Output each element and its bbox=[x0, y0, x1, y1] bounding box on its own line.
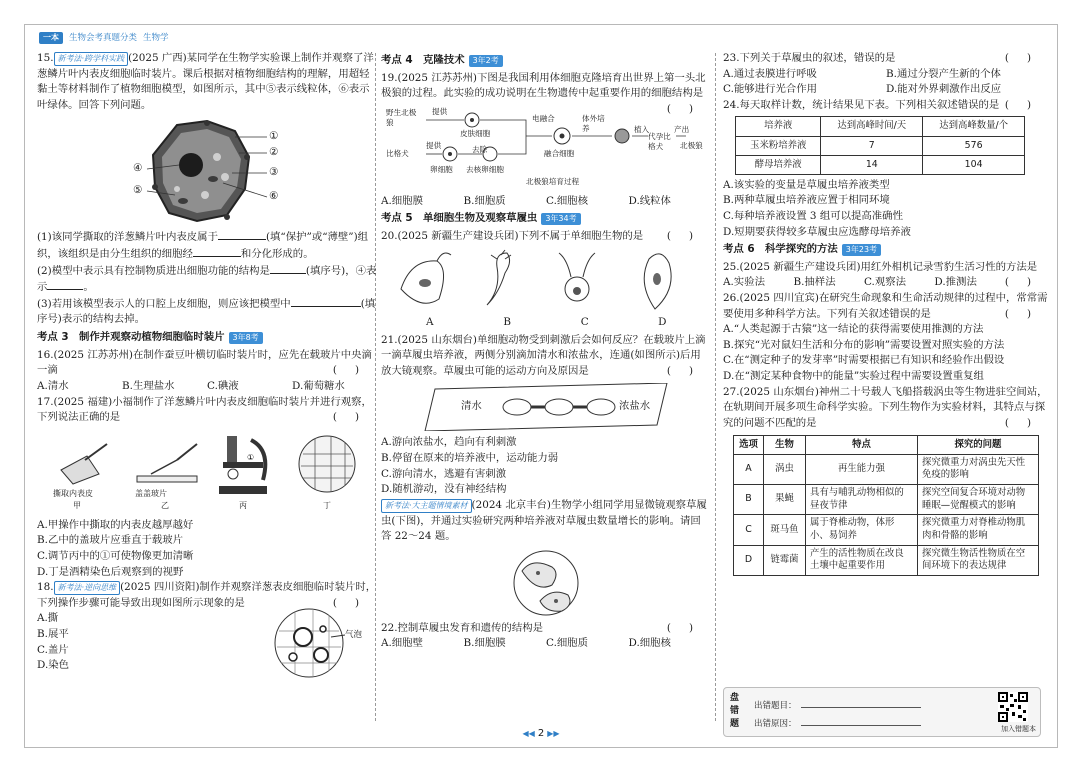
label-2: ② bbox=[269, 146, 279, 159]
question-21-options bbox=[381, 435, 711, 497]
step-label-a: 撕取内表皮 bbox=[53, 488, 93, 498]
answer-bracket[interactable]: () bbox=[1004, 276, 1049, 289]
question-16-options bbox=[37, 379, 377, 395]
header-series: 生物会考真题分类 bbox=[69, 32, 138, 43]
answer-bracket[interactable]: () bbox=[332, 364, 377, 377]
page bbox=[24, 24, 1058, 748]
answer-bracket[interactable]: () bbox=[332, 596, 377, 609]
step-yi: 乙 bbox=[161, 500, 169, 510]
table-header: 特点 bbox=[806, 435, 918, 454]
table-row: A 涡虫 再生能力强 探究微重力对涡虫先天性免疫的影响 bbox=[734, 454, 1039, 484]
answer-bracket[interactable]: () bbox=[666, 364, 711, 377]
option-c[interactable]: C.游向清水，逃避有害刺激 bbox=[381, 467, 507, 480]
option-a[interactable]: A.游向浓盐水，趋向有利刺激 bbox=[381, 436, 517, 449]
question-17: 17.(2025 福建)小福制作了洋葱鳞片叶内表皮细胞临时装片并进行观察，下列说法正确的是 () bbox=[37, 395, 377, 426]
option-c[interactable]: C.盖片 bbox=[37, 643, 69, 656]
table-row: 酵母培养液 14 104 bbox=[736, 155, 1025, 174]
table-header-row bbox=[736, 117, 1025, 136]
option-d[interactable]: D.线粒体 bbox=[628, 194, 671, 207]
question-22: 22.控制草履虫发育和遗传的结构是 () bbox=[381, 621, 711, 637]
label-water: 清水 bbox=[461, 400, 482, 413]
figure-caption: 北极狼培育过程 bbox=[526, 176, 580, 186]
answer-bracket[interactable]: () bbox=[1004, 307, 1049, 320]
answer-bracket[interactable]: () bbox=[666, 230, 711, 243]
answer-blank[interactable] bbox=[270, 263, 306, 274]
option-c[interactable]: C.在“测定种子的发芽率”时需要根据已有知识和经验作出假设 bbox=[723, 354, 1005, 367]
question-22-options bbox=[381, 636, 711, 652]
paramecium-microscope-figure bbox=[506, 549, 586, 617]
review-line-2[interactable]: 出错原因： bbox=[754, 716, 921, 731]
column-divider bbox=[715, 53, 716, 721]
option-d[interactable]: D.染色 bbox=[37, 659, 70, 672]
option-a[interactable]: A bbox=[425, 315, 434, 328]
question-21: 21.(2025 山东烟台)单细胞动物受到刺激后会如何反应？在载玻片上滴一滴草履虫培养液，两侧分别滴加清水和浓盐水，连通(如图所示)后用放大镜观察。草履虫可能的运动方向及原因是 () bbox=[381, 333, 711, 380]
answer-bracket[interactable]: () bbox=[1004, 98, 1049, 111]
question-15: 15. 新考法·跨学科实践 (2025 广西)某同学在生物学实验课上制作并观察了洋葱鳞片叶内表皮细胞临时装片。课后根据对植物细胞结构的理解，用超轻黏土等材料制作了植物细胞模型，如图所示，其中⑤表示线粒体，⑥表示叶绿体。回答下列问题。 bbox=[37, 52, 374, 111]
section-6-title: 考点 6 科学探究的方法 3年23考 bbox=[723, 242, 1049, 258]
question-15-part-3: (3)若用该模型表示人的口腔上皮细胞，则应该把模型中 (填序号)表示的结构去掉。 bbox=[37, 297, 376, 326]
table-row: 玉米粉培养液 7 576 bbox=[736, 136, 1025, 155]
answer-blank[interactable] bbox=[193, 246, 241, 257]
option-a[interactable]: A.细胞壁 bbox=[381, 637, 423, 650]
section-5-title: 考点 5 单细胞生物及观察草履虫 3年34考 bbox=[381, 211, 711, 227]
label-4: ④ bbox=[133, 162, 143, 175]
header-subject: 生物学 bbox=[143, 32, 169, 43]
paramecium-stimulus-figure bbox=[421, 383, 671, 431]
svg-text:①: ① bbox=[247, 452, 255, 462]
option-b[interactable]: B.两种草履虫培养液应置于相同环境 bbox=[723, 194, 890, 207]
table-header: 选项 bbox=[734, 435, 764, 454]
column-left bbox=[37, 51, 377, 681]
option-a[interactable]: A.甲操作中撕取的内表皮越厚越好 bbox=[37, 518, 194, 531]
option-b[interactable]: B.停留在原来的培养液中，运动能力弱 bbox=[381, 452, 559, 465]
answer-blank[interactable] bbox=[47, 279, 83, 290]
option-d[interactable]: D.细胞核 bbox=[628, 637, 671, 650]
option-a[interactable]: A.细胞膜 bbox=[381, 194, 423, 207]
table-header: 达到高峰数量/个 bbox=[923, 117, 1025, 136]
organisms-image bbox=[391, 249, 701, 315]
option-b[interactable]: B.探究“光对鼠妇生活和分布的影响”需要设置对照实验的方法 bbox=[723, 338, 1005, 351]
table-header: 生物 bbox=[764, 435, 806, 454]
option-d[interactable]: D.在“测定某种食物中的能量”实验过程中需要设置重复组 bbox=[723, 370, 984, 383]
option-d[interactable]: D.能对外界刺激作出反应 bbox=[886, 83, 1002, 96]
question-24-options bbox=[723, 178, 1049, 240]
table-header-row bbox=[734, 435, 1039, 454]
question-19-options bbox=[381, 194, 711, 210]
option-c[interactable]: C.能够进行光合作用 bbox=[723, 83, 818, 96]
column-right bbox=[723, 51, 1049, 745]
option-a[interactable]: A.清水 bbox=[37, 379, 69, 392]
section-badge: 3年8考 bbox=[229, 332, 263, 344]
question-25: 25.(2025 新疆生产建设兵团)用红外相机记录雪豹生活习性的方法是 () bbox=[723, 260, 1049, 276]
section-4-title: 考点 4 克隆技术 3年2考 bbox=[381, 53, 711, 69]
question-20: 20.(2025 新疆生产建设兵团)下列不属于单细胞生物的是 () bbox=[381, 229, 711, 245]
single-cell-organisms-figure bbox=[391, 249, 701, 329]
option-c[interactable]: C.细胞核 bbox=[546, 194, 589, 207]
option-b[interactable]: B.细胞膜 bbox=[463, 637, 506, 650]
answer-bracket[interactable]: () bbox=[666, 102, 711, 115]
review-label: 盘错题 bbox=[730, 693, 740, 729]
option-d[interactable]: D.葡萄糖水 bbox=[292, 379, 345, 392]
qr-code-icon[interactable] bbox=[998, 692, 1028, 722]
question-24: 24.每天取样计数，统计结果见下表。下列相关叙述错误的是 () bbox=[723, 98, 1049, 114]
step-label-b: 盖盖玻片 bbox=[135, 488, 167, 498]
bubble-view-image bbox=[273, 607, 345, 679]
option-c[interactable]: C.碘液 bbox=[207, 379, 239, 392]
culture-results-table bbox=[735, 116, 1025, 174]
option-d[interactable]: D.短期要获得较多草履虫应选酵母培养液 bbox=[723, 225, 911, 238]
question-tag: 新考法·跨学科实践 bbox=[54, 52, 129, 66]
question-tag: 新考法·逆向思维 bbox=[54, 581, 121, 595]
answer-bracket[interactable]: () bbox=[1004, 416, 1049, 429]
table-row: C 斑马鱼 属于脊椎动物，体形小、易饲养 探究微重力对脊椎动物肌肉和骨骼的影响 bbox=[734, 515, 1039, 545]
question-26: 26.(2025 四川宜宾)在研究生命现象和生命活动规律的过程中，常常需要使用多种科学方法。下列有关叙述错误的是 () bbox=[723, 291, 1049, 322]
answer-bracket[interactable]: () bbox=[332, 411, 377, 424]
option-a[interactable]: A.该实验的变量是草履虫培养液类型 bbox=[723, 178, 890, 191]
table-header: 达到高峰时间/天 bbox=[821, 117, 923, 136]
label-1: ① bbox=[269, 130, 279, 143]
label-6: ⑥ bbox=[269, 190, 279, 203]
question-19: 19.(2025 江苏苏州)下图是我国利用体细胞克隆培育出世界上第一头北极狼的过程。此实验的成功说明在生物遗传中起重要作用的细胞结构是 () bbox=[381, 71, 711, 102]
section-badge: 3年23考 bbox=[842, 244, 881, 256]
option-c[interactable]: C.每种培养液设置 3 组可以提高准确性 bbox=[723, 209, 903, 222]
option-a[interactable]: A.通过表膜进行呼吸 bbox=[723, 67, 817, 80]
option-c[interactable]: C.观察法 bbox=[863, 276, 906, 289]
cloning-process-figure: 野生北极狼 提供 皮肤细胞 电融合 融合细胞 体外培养 植入 代孕比格犬 产出 北极狼 比格犬 提供 卵细胞 去除 去核卵细胞 北极狼培育过程 bbox=[386, 106, 706, 190]
question-26-options bbox=[723, 322, 1049, 384]
option-a[interactable]: A.撕 bbox=[37, 612, 59, 625]
option-c[interactable]: C bbox=[580, 315, 589, 328]
question-15-part-2: (2)模型中表示具有控制物质进出细胞功能的结构是 (填序号)，④表示 。 bbox=[37, 264, 377, 294]
option-d[interactable]: D.丁是酒精染色后观察到的视野 bbox=[37, 565, 184, 578]
page-number: ◀◀ 2 ▶▶ bbox=[522, 728, 560, 739]
option-b[interactable]: B.通过分裂产生新的个体 bbox=[886, 67, 1001, 80]
table-header: 探究的问题 bbox=[918, 435, 1039, 454]
question-27: 27.(2025 山东烟台)神州二十号载人飞船搭载涡虫等生物进驻空间站，在轨期间开展多项生命科学实验。下列生物作为实验材料，其特点与探究的问题不匹配的是 () bbox=[723, 385, 1049, 432]
organism-labels bbox=[391, 315, 701, 331]
option-b[interactable]: B.乙中的盖玻片应垂直于载玻片 bbox=[37, 534, 184, 547]
label-wild-wolf: 野生北极狼 bbox=[386, 107, 417, 127]
question-25-options bbox=[723, 275, 1005, 291]
label-salt: 浓盐水 bbox=[619, 400, 651, 413]
option-a[interactable]: A.“人类起源于古猿”这一结论的获得需要使用推测的方法 bbox=[723, 323, 984, 336]
table-row: D 链霉菌 产生的活性物质在改良土壤中起重要作用 探究微生物活性物质在空间环境下的表达规律 bbox=[734, 545, 1039, 575]
option-b[interactable]: B.展平 bbox=[37, 628, 69, 641]
step-bing: 丙 bbox=[239, 500, 247, 510]
page-header bbox=[39, 31, 169, 45]
experiment-materials-table bbox=[733, 435, 1039, 577]
step-jia: 甲 bbox=[73, 500, 81, 510]
option-d[interactable]: D.推测法 bbox=[934, 276, 977, 289]
question-group-intro: 新考法·大主题情境素材 (2024 北京丰台)生物学小组同学用显微镜观察草履虫(下图)，并通过实验研究两种培养液对草履虫数量增长的影响。请回答 22～24 题。 bbox=[381, 498, 707, 543]
column-middle bbox=[381, 51, 711, 652]
answer-bracket[interactable]: () bbox=[666, 621, 711, 634]
review-line-1[interactable]: 出错题目： bbox=[754, 698, 921, 713]
question-18: 18. 新考法·逆向思维 (2025 四川资阳)制作并观察洋葱表皮细胞临时装片时，下列操作步骤可能导致出现如图所示现象的是 () bbox=[37, 580, 377, 611]
answer-bracket[interactable]: () bbox=[1004, 52, 1049, 64]
slide-steps-image bbox=[47, 430, 367, 514]
step-ding: 丁 bbox=[323, 500, 331, 510]
question-17-options bbox=[37, 518, 377, 580]
option-b[interactable]: B bbox=[503, 315, 512, 328]
section-badge: 3年34考 bbox=[541, 213, 580, 225]
question-tag: 新考法·大主题情境素材 bbox=[381, 499, 472, 513]
option-b[interactable]: B.抽样法 bbox=[793, 276, 836, 289]
paramecium-image bbox=[506, 549, 586, 617]
section-3-title: 考点 3 制作并观察动植物细胞临时装片 3年8考 bbox=[37, 330, 377, 346]
question-15-part-1: (1)该同学撕取的洋葱鳞片叶内表皮属于 (填“保护”或“薄壁”)组织，该组织是由分生组织的细胞经 和分化形成的。 bbox=[37, 231, 369, 261]
bubble-label: 气泡 bbox=[345, 630, 363, 641]
question-18-body bbox=[37, 611, 377, 681]
option-a[interactable]: A.实验法 bbox=[723, 276, 765, 289]
question-23: 23.下列关于草履虫的叙述，错误的是 () bbox=[723, 51, 1049, 67]
question-23-options bbox=[723, 67, 1049, 98]
answer-blank[interactable] bbox=[218, 229, 266, 240]
option-d[interactable]: D.随机游动，没有神经结构 bbox=[381, 483, 507, 496]
brand-logo: 一本 bbox=[39, 32, 63, 44]
label-3: ③ bbox=[269, 166, 279, 179]
option-b[interactable]: B.细胞质 bbox=[463, 194, 506, 207]
section-badge: 3年2考 bbox=[469, 55, 503, 67]
question-16: 16.(2025 江苏苏州)在制作蚕豆叶横切临时装片时，应先在载玻片中央滴一滴 () bbox=[37, 348, 377, 379]
option-d[interactable]: D bbox=[658, 315, 667, 328]
label-5: ⑤ bbox=[133, 184, 143, 197]
option-c[interactable]: C.细胞质 bbox=[546, 637, 589, 650]
plant-cell-model-figure bbox=[107, 117, 307, 225]
qr-caption: 加入错题本 bbox=[1001, 725, 1036, 733]
option-c[interactable]: C.调节丙中的①可使物像更加清晰 bbox=[37, 549, 194, 562]
slide-preparation-figure bbox=[47, 430, 367, 514]
option-b[interactable]: B.生理盐水 bbox=[122, 379, 175, 392]
table-header: 培养液 bbox=[736, 117, 821, 136]
table-row: B 果蝇 具有与哺乳动物相似的昼夜节律 探究空间复合环境对动物睡眠—觉醒模式的影响 bbox=[734, 485, 1039, 515]
answer-blank[interactable] bbox=[291, 296, 361, 307]
